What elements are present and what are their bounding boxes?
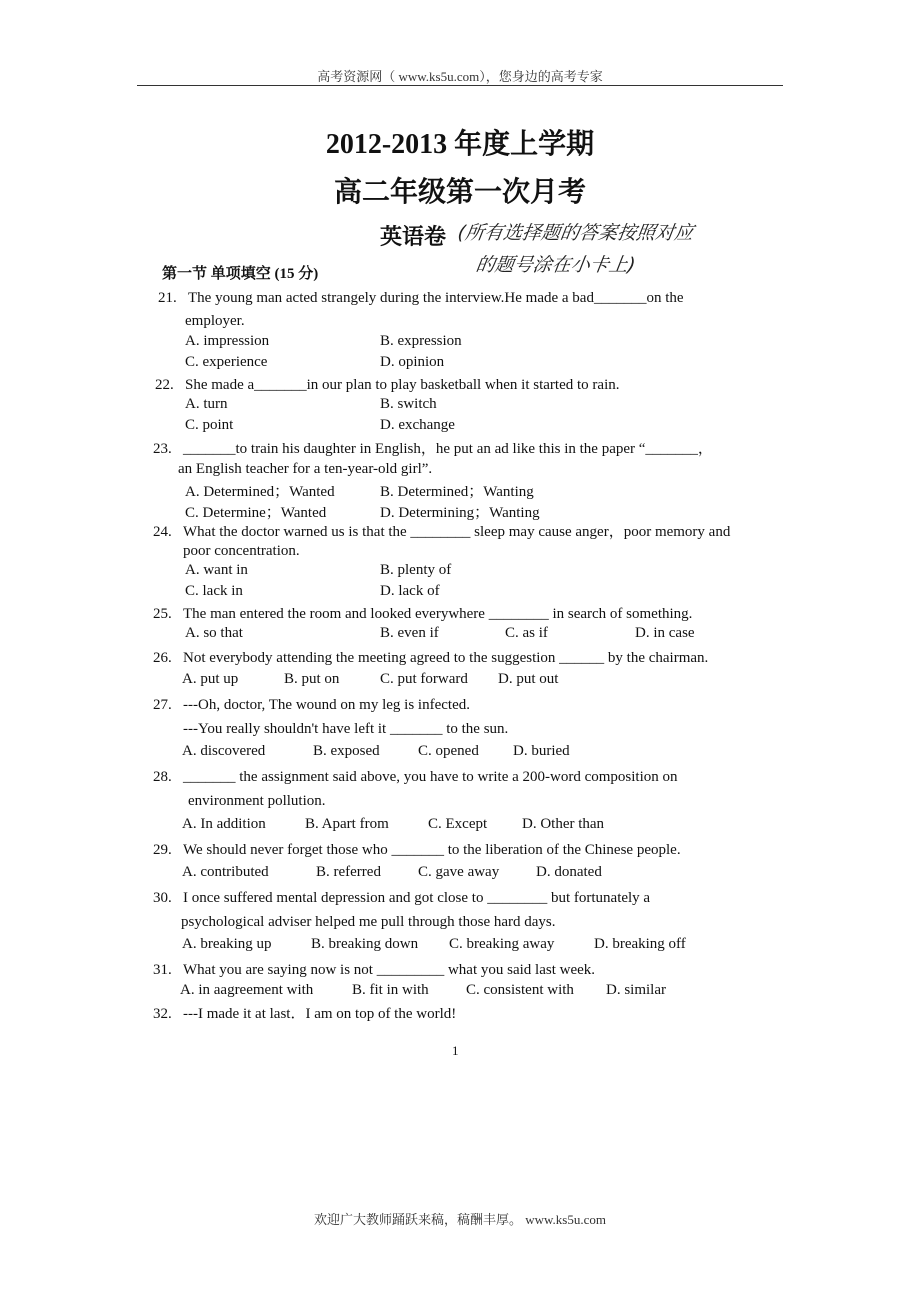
- option-a: A. Determined；Wanted: [185, 484, 335, 500]
- option-a: A. in aagreement with: [180, 982, 314, 998]
- question-24: [153, 522, 730, 542]
- option-c: C. gave away: [418, 864, 500, 880]
- question-number: 23.: [153, 441, 172, 457]
- option-d: D. put out: [498, 671, 559, 687]
- question-30: [153, 888, 650, 908]
- question-21: [158, 288, 684, 308]
- page-footer: 欢迎广大教师踊跃来稿，稿酬丰厚。 www.ks5u.com: [313, 1212, 606, 1227]
- option-d: D. lack of: [380, 583, 440, 599]
- option-d: D. Other than: [522, 816, 605, 832]
- option-c: C. point: [185, 417, 234, 433]
- question-text: What you are saying now is not _________ what you said last week.: [183, 962, 596, 978]
- option-c: C. lack in: [185, 583, 243, 599]
- option-d: D. opinion: [380, 354, 445, 370]
- option-d: D. buried: [513, 743, 570, 759]
- option-b: B. referred: [316, 864, 381, 880]
- option-c: C. Determine；Wanted: [185, 505, 327, 521]
- question-text: She made a_______in our plan to play basketball when it started to rain.: [185, 377, 620, 393]
- option-b: B. put on: [284, 671, 340, 687]
- page-number: 1: [452, 1043, 459, 1058]
- subject-label: 英语卷: [380, 224, 447, 249]
- handwritten-note-2: 的题号涂在小卡上): [474, 254, 637, 276]
- option-a: A. want in: [185, 562, 248, 578]
- option-a: A. turn: [185, 396, 228, 412]
- question-text-cont: ---You really shouldn't have left it _______ to the sun.: [183, 721, 509, 737]
- section-title: 第一节 单项填空 (15 分): [162, 266, 319, 282]
- option-c: C. put forward: [380, 671, 468, 687]
- option-a: A. In addition: [182, 816, 266, 832]
- question-number: 28.: [153, 769, 172, 785]
- option-c: C. breaking away: [449, 936, 555, 952]
- question-number: 21.: [158, 290, 177, 306]
- question-number: 27.: [153, 697, 172, 713]
- question-text-cont: an English teacher for a ten-year-old girl”.: [178, 461, 433, 477]
- question-number: 26.: [153, 650, 172, 666]
- option-b: B. even if: [380, 625, 439, 641]
- question-text: ---Oh, doctor, The wound on my leg is infected.: [183, 697, 470, 713]
- option-c: C. Except: [428, 816, 488, 832]
- exam-title-year: 2012-2013 年度上学期: [325, 129, 595, 160]
- question-text-cont: environment pollution.: [188, 793, 326, 809]
- option-b: B. switch: [380, 396, 437, 412]
- question-text: _______to train his daughter in English，he put an ad like this in the paper “_______，: [183, 441, 713, 457]
- option-b: B. fit in with: [352, 982, 429, 998]
- option-d: D. breaking off: [594, 936, 686, 952]
- handwritten-note-1: (所有选择题的答案按照对应: [456, 222, 695, 244]
- option-b: B. Apart from: [305, 816, 389, 832]
- option-b: B. exposed: [313, 743, 380, 759]
- option-b: B. plenty of: [380, 562, 452, 578]
- question-29: [153, 840, 681, 860]
- option-c: C. experience: [185, 354, 268, 370]
- option-d: D. similar: [606, 982, 666, 998]
- option-a: A. put up: [182, 671, 239, 687]
- header-rule: [137, 85, 783, 86]
- question-number: 31.: [153, 962, 172, 978]
- question-text: The man entered the room and looked everywhere ________ in search of something.: [183, 606, 693, 622]
- option-a: A. so that: [185, 625, 243, 641]
- question-number: 25.: [153, 606, 172, 622]
- question-text: I once suffered mental depression and got close to ________ but fortunately a: [183, 890, 651, 906]
- question-25: [153, 604, 692, 624]
- question-text: Not everybody attending the meeting agreed to the suggestion ______ by the chairman.: [183, 650, 709, 666]
- question-28: [153, 767, 678, 787]
- question-31: [153, 960, 595, 980]
- question-text-cont: employer.: [185, 313, 245, 329]
- question-text: ---I made it at last．I am on top of the world!: [183, 1006, 457, 1022]
- option-c: C. as if: [505, 625, 548, 641]
- question-text: The young man acted strangely during the interview.He made a bad_______on the: [188, 290, 684, 306]
- question-number: 30.: [153, 890, 172, 906]
- option-b: B. Determined；Wanting: [380, 484, 534, 500]
- option-d: D. exchange: [380, 417, 455, 433]
- option-d: D. Determining；Wanting: [380, 505, 540, 521]
- exam-title-grade: 高二年级第一次月考: [333, 177, 586, 208]
- option-b: B. expression: [380, 333, 462, 349]
- question-text: We should never forget those who _______ to the liberation of the Chinese people.: [183, 842, 681, 858]
- option-a: A. breaking up: [182, 936, 272, 952]
- question-27: [153, 695, 470, 715]
- question-number: 32.: [153, 1006, 172, 1022]
- question-text: _______ the assignment said above, you have to write a 200-word composition on: [183, 769, 678, 785]
- question-number: 24.: [153, 524, 172, 540]
- question-number: 22.: [155, 377, 174, 393]
- option-d: D. in case: [635, 625, 695, 641]
- question-23: [153, 439, 713, 459]
- question-text: What the doctor warned us is that the ________ sleep may cause anger，poor memory and: [183, 524, 731, 540]
- question-32: [153, 1004, 456, 1024]
- option-a: A. impression: [185, 333, 270, 349]
- question-26: [153, 648, 708, 668]
- option-b: B. breaking down: [311, 936, 419, 952]
- option-a: A. contributed: [182, 864, 269, 880]
- option-c: C. opened: [418, 743, 479, 759]
- question-number: 29.: [153, 842, 172, 858]
- option-c: C. consistent with: [466, 982, 574, 998]
- question-text-cont: poor concentration.: [183, 543, 300, 559]
- question-22: [155, 375, 619, 395]
- question-text-cont: psychological adviser helped me pull through those hard days.: [181, 914, 556, 930]
- page-header: 高考资源网（ www.ks5u.com），您身边的高考专家: [317, 69, 603, 84]
- option-a: A. discovered: [182, 743, 266, 759]
- option-d: D. donated: [536, 864, 602, 880]
